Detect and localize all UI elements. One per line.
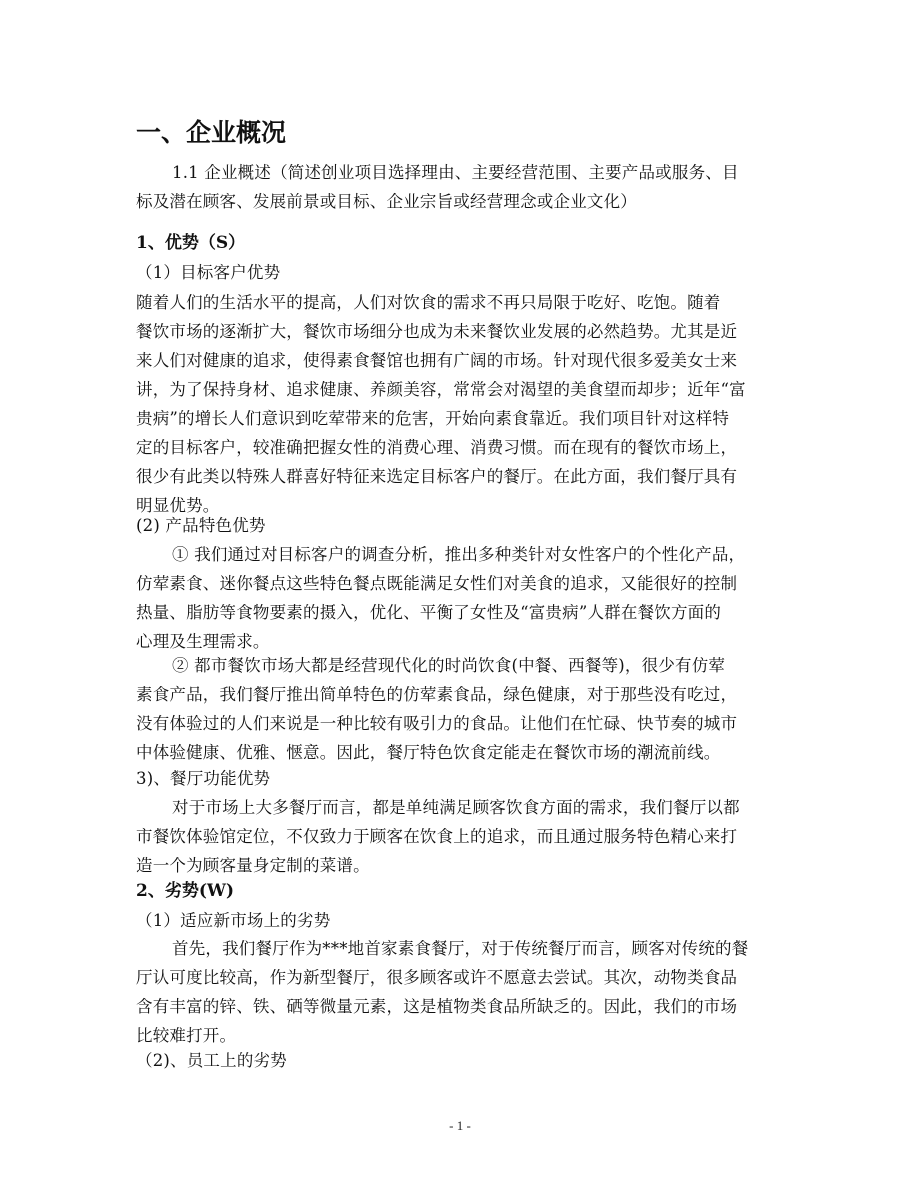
- paragraph-line: 讲，为了保持身材、追求健康、养颜美容，常常会对渴望的美食望而却步；近年“富: [136, 380, 746, 399]
- section-heading: 一、企业概况: [136, 118, 287, 147]
- paragraph-line: 贵病”的增长人们意识到吃荤带来的危害，开始向素食靠近。我们项目针对这样特: [136, 409, 730, 428]
- subheading-target-customer: （1）目标客户优势: [136, 263, 281, 282]
- paragraph-line: 热量、脂肪等食物要素的摄入，优化、平衡了女性及“富贵病”人群在餐饮方面的: [136, 603, 722, 622]
- paragraph-line: 对于市场上大多餐厅而言，都是单纯满足顾客饮食方面的需求，我们餐厅以都: [172, 798, 740, 817]
- paragraph-line: 没有体验过的人们来说是一种比较有吸引力的食品。让他们在忙碌、快节奏的城市: [136, 714, 738, 733]
- intro-paragraph: [136, 158, 790, 216]
- product-feature-paragraph-2: [136, 651, 790, 767]
- paragraph-line: 很少有此类以特殊人群喜好特征来选定目标客户的餐厅。在此方面，我们餐厅具有: [136, 467, 738, 486]
- disadvantage-heading: 2、劣势(W): [136, 881, 235, 901]
- paragraph-line: 餐饮市场的逐渐扩大，餐饮市场细分也成为未来餐饮业发展的必然趋势。尤其是近: [136, 322, 738, 341]
- product-feature-paragraph-1: [136, 540, 790, 656]
- paragraph-line: 首先，我们餐厅作为***地首家素食餐厅，对于传统餐厅而言，顾客对传统的餐: [172, 939, 749, 958]
- intro-line: 1.1 企业概述（简述创业项目选择理由、主要经营范围、主要产品或服务、目: [172, 163, 739, 182]
- target-customer-paragraph: [136, 288, 790, 520]
- new-market-paragraph: [136, 934, 790, 1050]
- paragraph-line: 含有丰富的锌、铁、硒等微量元素，这是植物类食品所缺乏的。因此，我们的市场: [136, 997, 738, 1016]
- paragraph-line: 随着人们的生活水平的提高，人们对饮食的需求不再只局限于吃好、吃饱。随着: [136, 293, 721, 312]
- paragraph-line: 中体验健康、优雅、惬意。因此，餐厅特色饮食定能走在餐饮市场的潮流前线。: [136, 743, 721, 762]
- paragraph-line: ① 我们通过对目标客户的调查分析，推出多种类针对女性客户的个性化产品，: [172, 545, 746, 564]
- paragraph-line: 市餐饮体验馆定位，不仅致力于顾客在饮食上的追求，而且通过服务特色精心来打: [136, 827, 738, 846]
- page-number: - 1 -: [449, 1118, 471, 1133]
- subheading-new-market: （1）适应新市场上的劣势: [136, 911, 331, 930]
- paragraph-line: 仿荤素食、迷你餐点这些特色餐点既能满足女性们对美食的追求，又能很好的控制: [136, 574, 738, 593]
- paragraph-line: 心理及生理需求。: [136, 632, 270, 651]
- subheading-staff: （2)、员工上的劣势: [136, 1051, 287, 1070]
- paragraph-line: 定的目标客户，较准确把握女性的消费心理、消费习惯。而在现有的餐饮市场上，: [136, 438, 738, 457]
- restaurant-function-paragraph: [136, 793, 790, 880]
- subheading-product-feature: (2) 产品特色优势: [136, 516, 266, 535]
- paragraph-line: 明显优势。: [136, 496, 220, 515]
- paragraph-line: 造一个为顾客量身定制的菜谱。: [136, 856, 370, 875]
- paragraph-line: ② 都市餐饮市场大都是经营现代化的时尚饮食(中餐、西餐等)，很少有仿荤: [172, 656, 726, 675]
- advantage-heading: 1、优势（S）: [136, 233, 246, 253]
- paragraph-line: 厅认可度比较高，作为新型餐厅，很多顾客或许不愿意去尝试。其次，动物类食品: [136, 968, 738, 987]
- subheading-restaurant-function: 3)、餐厅功能优势: [136, 769, 271, 788]
- paragraph-line: 来人们对健康的追求，使得素食餐馆也拥有广阔的市场。针对现代很多爱美女士来: [136, 351, 738, 370]
- paragraph-line: 比较难打开。: [136, 1026, 237, 1045]
- paragraph-line: 素食产品，我们餐厅推出简单特色的仿荤素食品，绿色健康，对于那些没有吃过，: [136, 685, 738, 704]
- intro-line: 标及潜在顾客、发展前景或目标、企业宗旨或经营理念或企业文化）: [136, 192, 637, 211]
